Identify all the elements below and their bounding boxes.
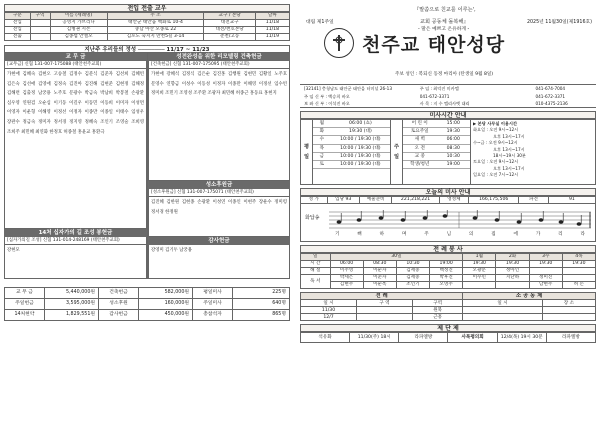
cell: 파견	[519, 197, 549, 204]
cell: 5,440,000원	[44, 288, 98, 299]
cell: 이준자	[363, 275, 396, 282]
lyric: 리	[558, 232, 563, 237]
address-col	[416, 85, 532, 107]
lyric: 라	[580, 232, 585, 237]
hymn-table	[300, 196, 596, 204]
lyric: 님	[446, 232, 452, 237]
cell: 김세중	[396, 275, 429, 282]
tithe-title: 교 무 금	[4, 53, 147, 61]
side-char: 일	[303, 154, 309, 160]
cell	[30, 27, 50, 34]
cell: 해 설	[301, 268, 331, 275]
cell: 06:00	[330, 261, 363, 268]
office-line: 토요일 : 오전 9시~12시	[473, 159, 519, 165]
cell: 전입	[5, 27, 31, 34]
phone-line: 041-672-3371	[535, 93, 566, 99]
cell: 일 시	[463, 300, 543, 307]
cell: 박세은	[330, 275, 363, 282]
lyric: 하	[379, 232, 385, 237]
right-panel	[300, 4, 596, 420]
side-char: 주	[393, 144, 399, 150]
lyric: 뻐	[357, 232, 362, 237]
cell: 160,000원	[138, 299, 192, 310]
time: 19:00	[446, 161, 460, 167]
lyric: 의	[468, 232, 474, 237]
time: 10:00 / 19:30 (대)	[340, 161, 381, 167]
side-char: 평	[303, 144, 309, 150]
cell: 08:30	[363, 261, 396, 268]
cell: 865명	[232, 310, 289, 321]
cell: 건축헌금	[99, 288, 139, 299]
mass-type: 학생/청년	[410, 161, 430, 167]
cell: 입당 93	[327, 197, 359, 204]
phone-line: 010-4375-2136	[535, 101, 568, 107]
transfer-title: 전입 전출 교우	[4, 4, 290, 12]
music-staff-icon	[329, 210, 591, 230]
cell: 장 소	[542, 300, 595, 307]
tithe-bank: [교무금] 신협 131-007-175088 (태안천주교회)	[4, 61, 147, 69]
day: 수	[319, 137, 325, 143]
cell: 3,595,000원	[44, 299, 98, 310]
time: 06:00 (쇼)	[349, 121, 372, 126]
left-panel	[4, 4, 290, 420]
cell: 12/4(목) 19시 30분	[497, 333, 546, 343]
cell	[357, 314, 413, 321]
table-row	[5, 34, 290, 41]
motto-line-2: 교회 공동체 돌복해』	[420, 19, 469, 25]
lyric: 에	[513, 232, 518, 237]
cell: 성소후원	[99, 299, 139, 310]
mass-type: 토요주일	[410, 129, 429, 135]
office-line: 18시~19시 30분	[493, 153, 526, 159]
table-row	[5, 310, 290, 321]
cell: 이주영	[330, 268, 363, 275]
cell: 시 간	[301, 261, 331, 268]
table-row	[5, 27, 290, 34]
table-row	[301, 275, 596, 282]
cell	[30, 34, 50, 41]
time: 10:00 / 19:30 (대)	[340, 145, 381, 151]
col-header: 주 소	[107, 13, 204, 20]
transfer-table	[4, 12, 290, 41]
cell: 582,000원	[138, 288, 192, 299]
lyric: 주	[424, 232, 429, 237]
cell: 225명	[232, 288, 289, 299]
cell: 사목평의회	[448, 333, 497, 343]
cell	[542, 314, 595, 321]
cell: 지난하	[496, 275, 529, 282]
cell: 이수민	[463, 275, 496, 282]
cell: 허 돈	[562, 282, 595, 289]
cell: 백성진	[430, 268, 463, 275]
cell: 김종섭 안셀모	[50, 34, 107, 41]
mass-type: 어 린 이	[411, 121, 428, 126]
vocation-names: 김진혜 김한원 김현종 손광환 이성연 이종인 이현주 장운수 정미령 정서경 한정원	[148, 197, 290, 237]
address-line: 사 목 : 지 수 엘리사벳 대리	[419, 101, 470, 107]
church-name: 천주교 태안성당	[362, 34, 506, 56]
cell: 대전교구	[204, 20, 255, 27]
liturgy-service-table	[300, 253, 596, 289]
cell: 전출	[5, 34, 31, 41]
day: 금	[319, 153, 325, 159]
patron-saint: 주보 성인 : 복되신 동정 마리아 (탄생일 9월 8일)	[395, 72, 494, 77]
side-char: 일	[393, 154, 399, 160]
table-row	[301, 314, 596, 321]
cell	[357, 307, 413, 314]
cell: 이순옥	[363, 282, 396, 289]
cell: 춘천/고동	[204, 34, 255, 41]
col-header: 이름 (세례명)	[50, 13, 107, 20]
office-line: 수~금 : 오전 9시~12시	[473, 140, 518, 146]
cell: 14처현약	[5, 310, 45, 321]
cell: 김세중	[396, 268, 429, 275]
psalm-lyrics	[335, 232, 585, 237]
time: 10:00 / 19:30 (대)	[340, 137, 381, 143]
psalm-label: 화답송	[305, 215, 320, 221]
address-line: 주 임 : 최덕진 미카엘	[419, 86, 459, 91]
cell: 구 역	[357, 300, 413, 307]
cell: 1월	[463, 254, 496, 261]
table-row	[301, 293, 596, 300]
table-row	[301, 254, 596, 261]
cell	[463, 307, 543, 314]
table-row	[5, 299, 290, 310]
mass-type: 교 중	[414, 153, 425, 159]
cell: 라파엘방	[399, 333, 448, 343]
cell	[463, 282, 496, 289]
col-header: 날짜	[255, 13, 289, 20]
office-line: 화요일 : 오전 9시~12시	[473, 127, 519, 133]
sunday-label	[391, 120, 403, 184]
altar-table	[300, 332, 596, 343]
office-hours-title: ▶ 본당 사무실 이용시간	[473, 121, 518, 126]
address-col	[531, 85, 596, 107]
cell: 남현주	[529, 282, 562, 289]
cell: 주일미사	[193, 299, 233, 310]
psalm-score	[300, 204, 596, 242]
tithe-column	[4, 53, 147, 279]
office-hours	[471, 120, 595, 184]
col-header: 교구 / 본당	[204, 13, 255, 20]
cell: 19:30	[529, 261, 562, 268]
time: 08:30	[446, 145, 460, 151]
building-column	[147, 53, 290, 279]
cell: 11/30(주) 18시	[350, 333, 399, 343]
table-row	[5, 20, 290, 27]
cell	[529, 268, 562, 275]
lyric: 가	[535, 232, 541, 237]
mass-type: 새 벽	[414, 137, 425, 143]
cell: 석유화	[301, 333, 350, 343]
cell: 조인기	[396, 282, 429, 289]
cell: 평일미사	[193, 288, 233, 299]
cell: 감사헌금	[99, 310, 139, 321]
address-block	[300, 84, 596, 108]
cell: 3수	[529, 254, 562, 261]
motto-line-3: - 말은 예쁘고 온유하게 -	[418, 27, 470, 32]
cell: 19:00	[430, 261, 463, 268]
table-row	[301, 268, 596, 275]
motto-line-1: 『말씀으로 친교를 이루는',	[414, 7, 476, 13]
church-logo-icon	[324, 28, 354, 58]
liturgy-service-title: 전 례 봉 사	[300, 245, 596, 253]
address-line: 보 좌 신 부 : 이석진 바오	[304, 101, 350, 107]
cell: 4목	[562, 254, 595, 261]
thanks-title: 감사헌금	[148, 237, 290, 245]
cell: 전 례	[301, 293, 463, 300]
vocation-bank: [성소후원금] 신협 131-007-175071 (태안천주교회)	[148, 189, 290, 197]
stations-bank: [십자가의길 조성] 신협 131-014-248169 (태안천주교회)	[4, 237, 147, 245]
building-bank: [건축헌금] 신협 131-007-175095 (태안천주교회)	[148, 61, 290, 69]
office-line: 오후 13시~17시	[493, 133, 525, 139]
cell	[562, 275, 595, 282]
cell: 태안군 태안읍 백화로 10-4	[107, 20, 204, 27]
cell: 1,829,551원	[44, 310, 98, 321]
cell: 19:30	[463, 261, 496, 268]
table-row	[301, 261, 596, 268]
address-col	[300, 85, 416, 107]
cell: 정미진	[529, 275, 562, 282]
cell: 11/18	[255, 27, 289, 34]
office-line: 오후 13시~17시	[493, 146, 525, 152]
day: 토	[319, 161, 325, 167]
cell: 주일헌금	[5, 299, 45, 310]
weekday-col	[313, 120, 391, 184]
table-row	[301, 197, 596, 204]
cell: 정아인	[496, 268, 529, 275]
cell	[496, 282, 529, 289]
phone-line: 041-674-7004	[535, 86, 566, 91]
cell: 김현주	[330, 282, 363, 289]
cell: 근흥	[413, 314, 463, 321]
cell: 166,175,506	[469, 197, 519, 204]
sunday-col	[403, 120, 471, 184]
day: 월	[319, 121, 325, 126]
today-mass-title: 오늘의 미사 안내	[300, 188, 596, 196]
cell: 독 서	[301, 275, 331, 289]
time: 19:30	[446, 129, 460, 135]
stations-title: 14처 십자가의 길 조성 봉헌금	[4, 229, 147, 237]
tithe-names: 가현애 김혜숙 김현오 고승철 김정수 김분식 김준자 김선희 김혜빈 김은숙 김선애 김영애 김정숙 김진아 김진해 김현준 김현정 김해정 김해련 김출정 남궁용 노주호 문광수 박금숙 박남희 박봉철 손광환 심우영 연원검 오순심 이기동 이길우 이동민 이동희 이미자 이성면 이영자 이운형 이해영 이정선 이정자 이종만 이종일 이태수 임성우 장관수 정금숙 정미자 정서경 정지영 정혜숙 조인기 조영술 조희영 조희주 최민혜 최연화 한정호 허종철 홍윤교 홍환극	[4, 69, 147, 229]
table-row	[301, 333, 596, 343]
cell: 450,000원	[138, 310, 192, 321]
day: 목	[319, 145, 325, 151]
cell	[542, 307, 595, 314]
table-row	[301, 300, 596, 307]
cell: 30일	[330, 254, 463, 261]
building-names: 가현애 강혜석 김정식 김은순 김진홍 김행원 김현민 김황일 노주호 문영수 연향금 이성수 이동성 이정자 이종만 이해영 이정선 임수빈 정미희 조민기 조영성 조주환 조광자 최민혜 허종근 홍동표 홍현지	[148, 69, 290, 181]
cell: 19:30	[496, 261, 529, 268]
col-header: 구분	[5, 13, 31, 20]
cell: 충남 아산 모종로 22	[107, 27, 204, 34]
cell: 12/7	[301, 314, 357, 321]
building-title: 성전완성을 위한 리모델링 건축헌금	[148, 53, 290, 61]
day: 화	[319, 129, 325, 135]
table-row	[5, 288, 290, 299]
cell: 일	[301, 254, 331, 261]
address-line: [32141] 충청남도 태안군 태안읍 터미널 26-13	[304, 86, 392, 91]
office-line: 오후 13시~17시	[493, 165, 525, 171]
cell: 11/18	[255, 20, 289, 27]
cell: 총참석자	[193, 310, 233, 321]
cell: 19:30	[562, 261, 595, 268]
time: 10:00 / 19:30 (대)	[340, 153, 381, 159]
time: 19:30 (대)	[349, 129, 372, 135]
masthead	[300, 4, 596, 84]
group-table	[300, 292, 596, 321]
cell	[562, 268, 595, 275]
office-line: 일요일 : 오전 7시~12시	[473, 172, 519, 178]
cell: 구역	[413, 300, 463, 307]
cell: 11/19	[255, 34, 289, 41]
cell	[463, 314, 543, 321]
cell: 원북	[413, 307, 463, 314]
altar-title: 제 단 제	[300, 324, 596, 332]
thanks-names: 강영미 김기두 남궁용	[148, 245, 290, 279]
cell: 오광문	[463, 268, 496, 275]
mass-type: 오 전	[414, 145, 425, 151]
table-row	[301, 307, 596, 314]
cell: 10:30	[396, 261, 429, 268]
address-line: 주 임 신 부 : 백승희 바오	[304, 93, 350, 99]
cell: 박후진	[430, 275, 463, 282]
weekday-label	[301, 120, 313, 184]
cell: 221,218,221	[392, 197, 439, 204]
offering-columns	[4, 53, 290, 279]
lyric: 며	[401, 232, 407, 237]
cell: 예물준비	[359, 197, 391, 204]
lyric: 기	[335, 232, 340, 237]
summary-table	[4, 287, 290, 321]
mass-times-block	[300, 119, 596, 185]
cell: 11/30	[301, 307, 357, 314]
issue-date: 2025년 11월30일(제1916호)	[526, 20, 592, 25]
table-row	[301, 282, 596, 289]
cell: 2화	[496, 254, 529, 261]
issue-sunday: 대림 제1주일	[306, 20, 334, 25]
time: 06:00	[446, 137, 460, 143]
cell: 김포도 숙지지 만천5길 3-14	[107, 34, 204, 41]
mass-times-title: 미사시간 안내	[300, 111, 596, 119]
cell: 공영지 가브리나	[50, 20, 107, 27]
cell: 91	[548, 197, 595, 204]
stations-names: 강현모	[4, 245, 147, 279]
cell: 대전/천호본당	[204, 27, 255, 34]
cell: 일 시	[301, 300, 357, 307]
cell: 김병권 시몬	[50, 27, 107, 34]
time: 10:30	[446, 153, 460, 159]
cell: 640명	[232, 299, 289, 310]
address-line: 041-672-3371	[419, 93, 450, 99]
time: 15:00	[446, 121, 460, 126]
cell: 교 무 금	[5, 288, 45, 299]
cell: 전입	[5, 20, 31, 27]
cell: 성 가	[301, 197, 328, 204]
vocation-title: 성소후원금	[148, 181, 290, 189]
cell: 영성체	[439, 197, 469, 204]
cell: 라파엘방	[546, 333, 595, 343]
cell: 이순자	[363, 268, 396, 275]
cell: 오영주	[430, 282, 463, 289]
lyric: 집	[491, 232, 496, 237]
cell: 소 공 동 체	[463, 293, 596, 300]
cell	[30, 20, 50, 27]
offering-period-bar: 지난주 우리들의 정성 ──────── 11/17 ~ 11/23	[4, 45, 290, 53]
col-header: 구역	[30, 13, 50, 20]
